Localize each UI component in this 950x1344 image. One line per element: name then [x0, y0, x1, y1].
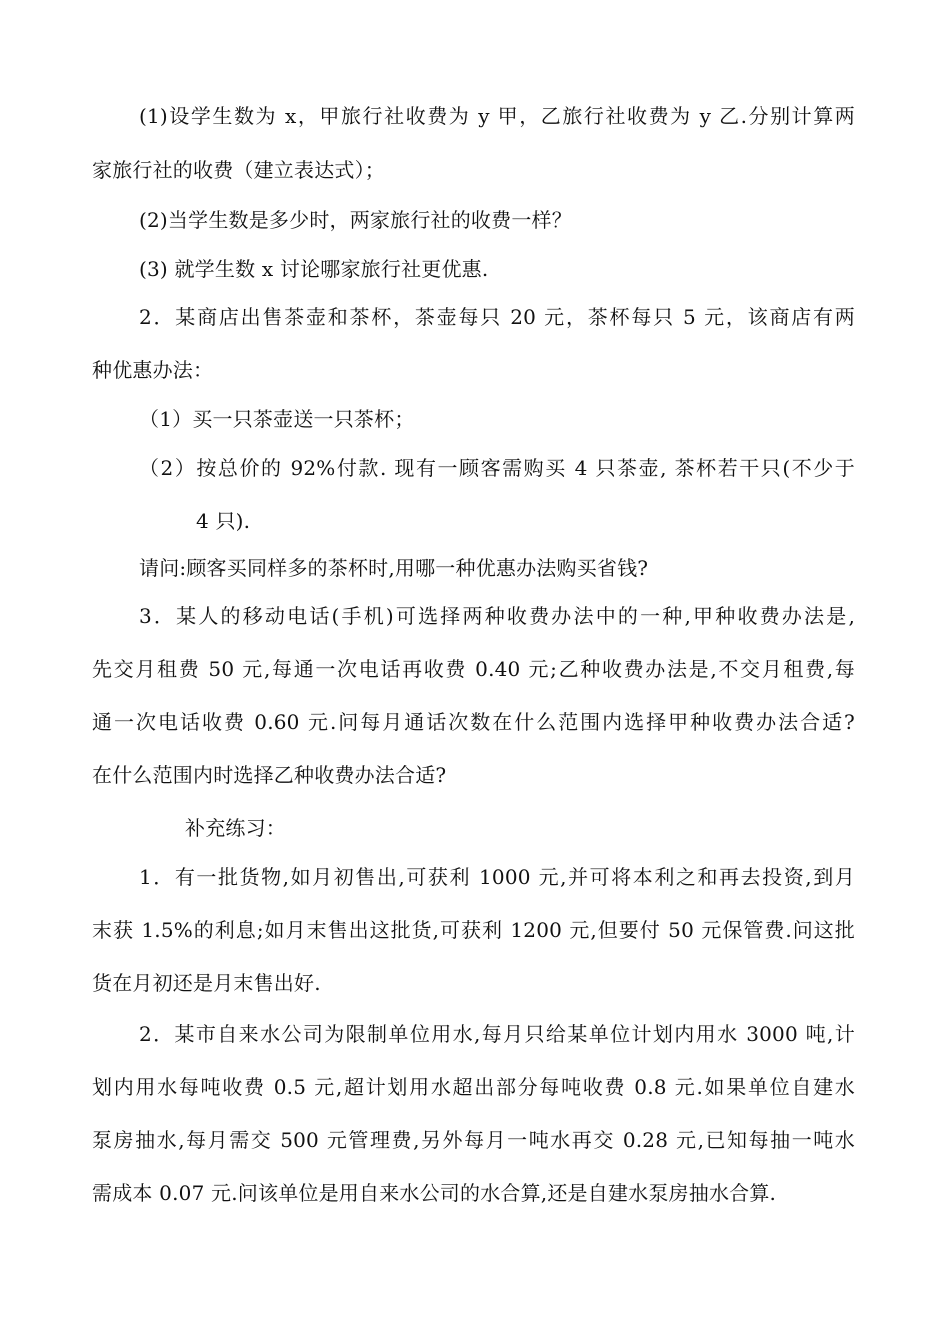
- line-s2-d: 需成本 0.07 元.问该单位是用自来水公司的水合算,还是自建水泵房抽水合算.: [92, 1181, 777, 1205]
- line-q2-b: 种优惠办法：: [92, 358, 214, 382]
- line-q3-d: 在什么范围内时选择乙种收费办法合适?: [92, 763, 447, 787]
- line-q2-option2-a: （2）按总价的 92%付款. 现有一顾客需购买 4 只茶壶, 茶杯若干只(不少于: [139, 456, 855, 480]
- line-q1-part1-b: 家旅行社的收费（建立表达式）；: [92, 158, 385, 182]
- line-s2-a: 2．某市自来水公司为限制单位用水,每月只给某单位计划内用水 3000 吨,计: [139, 1022, 855, 1046]
- line-s1-a: 1．有一批货物,如月初售出,可获利 1000 元,并可将本利之和再去投资,到月: [139, 865, 855, 889]
- line-q3-b: 先交月租费 50 元,每通一次电话再收费 0.40 元;乙种收费办法是,不交月租费,每: [92, 657, 855, 681]
- line-s1-b: 末获 1.5%的利息;如月末售出这批货,可获利 1200 元,但要付 50 元保管费.问这批: [92, 918, 855, 942]
- line-s2-c: 泵房抽水,每月需交 500 元管理费,另外每月一吨水再交 0.28 元,已知每抽一吨水: [92, 1128, 855, 1152]
- line-s2-b: 划内用水每吨收费 0.5 元,超计划用水超出部分每吨收费 0.8 元.如果单位自建水: [92, 1075, 855, 1099]
- line-q2-option2-b: 4 只).: [196, 509, 251, 533]
- line-q2-question: 请问:顾客买同样多的茶杯时,用哪一种优惠办法购买省钱?: [139, 556, 649, 580]
- line-q3-a: 3．某人的移动电话(手机)可选择两种收费办法中的一种,甲种收费办法是,: [139, 604, 855, 628]
- line-q2-option1: （1）买一只茶壶送一只茶杯；: [139, 407, 415, 431]
- line-s1-c: 货在月初还是月末售出好.: [92, 971, 321, 995]
- line-q1-part3: (3) 就学生数 x 讨论哪家旅行社更优惠.: [139, 257, 489, 281]
- line-q1-part1-a: (1)设学生数为 x，甲旅行社收费为 y 甲，乙旅行社收费为 y 乙.分别计算两: [139, 104, 855, 128]
- line-q2-a: 2．某商店出售茶壶和茶杯，茶壶每只 20 元，茶杯每只 5 元，该商店有两: [139, 305, 855, 329]
- section-heading-supplement: 补充练习：: [185, 816, 286, 840]
- line-q1-part2: (2)当学生数是多少时，两家旅行社的收费一样？: [139, 208, 572, 232]
- line-q3-c: 通一次电话收费 0.60 元.问每月通话次数在什么范围内选择甲种收费办法合适?: [92, 710, 855, 734]
